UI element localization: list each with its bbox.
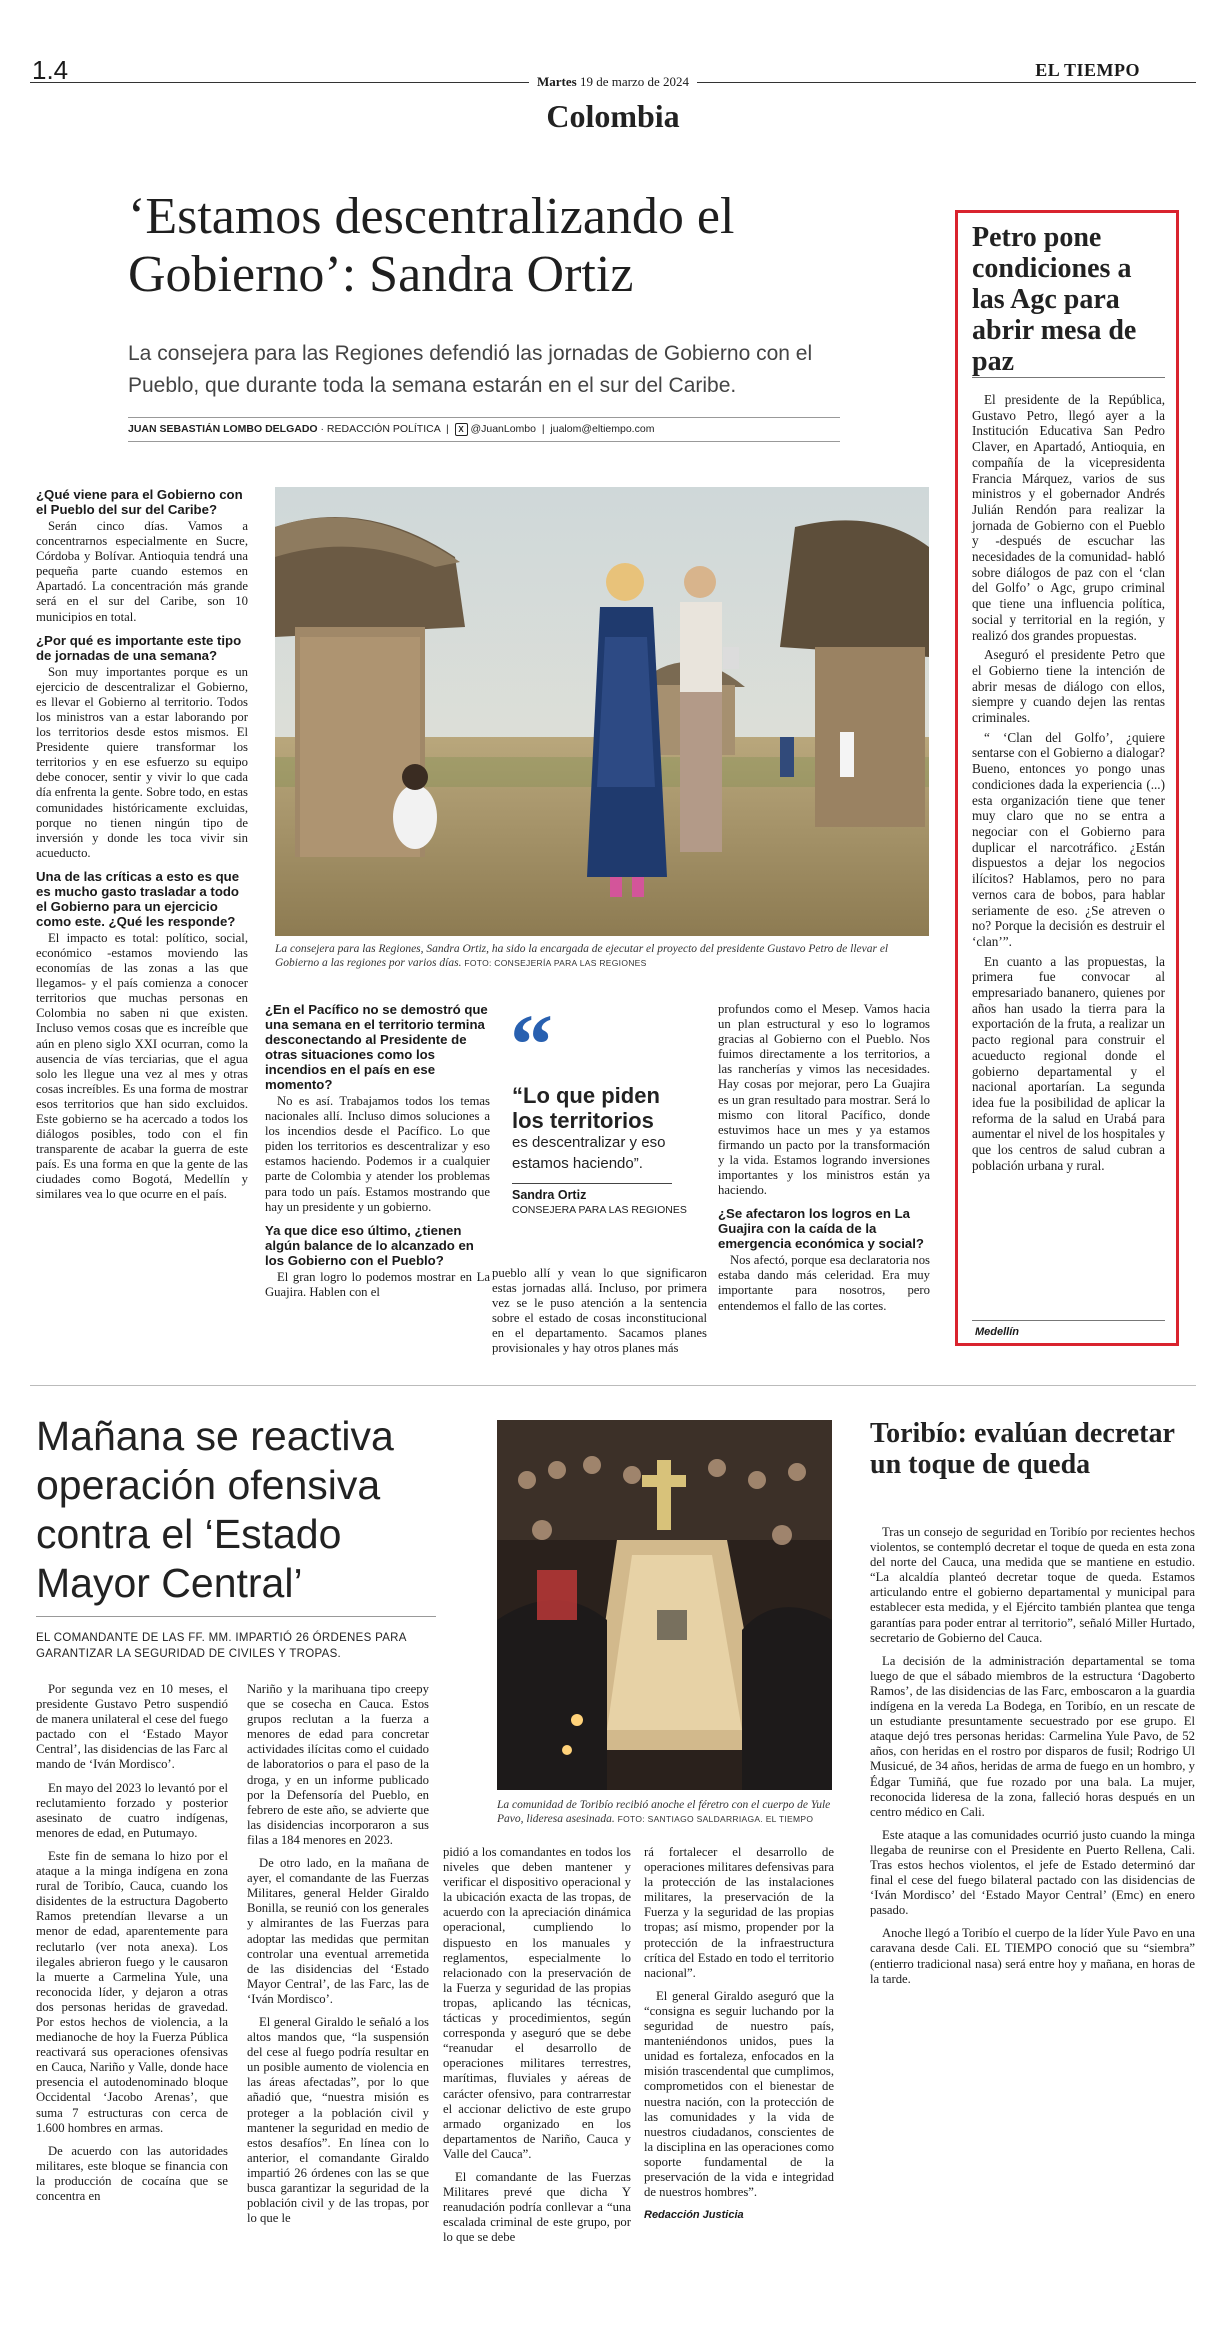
article3-paragraph: Anoche llegó a Toribío el cuerpo de la líder Yule Pavo en una caravana desde Cali. EL TIEMPO conoció que su “siembra” (entierro tradicional nasa) será entre hoy y mañana, en horas de la tarde. [870, 1926, 1195, 1986]
article2-paragraph: El comandante de las Fuerzas Militares prevé que dicha Y reanudación podría conllevar a “una escalada criminal de este grupo, por lo que se debe [443, 2169, 631, 2245]
sidebar-signoff: Medellín [975, 1326, 1020, 1338]
quote-mark-icon: “ [510, 996, 553, 1092]
sidebar-rule-bottom [972, 1320, 1165, 1321]
section-title: Colombia [546, 98, 680, 134]
interview-answer: Serán cinco días. Vamos a concentrarnos especialmente en Sucre, Córdoba y Bolívar. Antioquia tendrá una pequeña parte cuando estemos en Apartadó. La concentración más grande será en el sur del Caribe, son 10 municipios en total. [36, 519, 248, 624]
main-photo-caption [275, 942, 929, 970]
interview-answer: Nos afectó, porque esa declaratoria nos estaba dando más celeridad. Era muy importante para nosotros, pero entendemos el fallo de las cortes. [718, 1253, 930, 1313]
interview-question: ¿Por qué es importante este tipo de jornadas de una semana? [36, 632, 242, 663]
pull-quote-role: CONSEJERA PARA LAS REGIONES [512, 1204, 687, 1216]
main-column-4 [718, 1002, 930, 1322]
byline-author: JUAN SEBASTIÁN LOMBO DELGADO [128, 423, 318, 435]
byline: JUAN SEBASTIÁN LOMBO DELGADO · REDACCIÓN POLÍTICA | X @JuanLombo | jualom@eltiempo.com [128, 423, 655, 435]
article2-paragraph: De acuerdo con las autoridades militares, este bloque se financia con la producción de cocaína que se concentra en [36, 2143, 228, 2203]
main-column-3 [492, 1266, 707, 1365]
interview-answer: El impacto es total: político, social, económico -estamos moviendo las economías de las zonas a las que llegamos- y el país comienza a conocer territorios que muchas personas en Colombia no saben ni que existen. Incluso vemos cosas que es increíble que aún en pleno siglo XXI ocurran, como la ausencia de vías terciarias, que el agua solo les llegue una vez al mes y otras cosas increíbles. Es una forma de mostrar esos territorios que han sido excluidos. Este gobierno se ha acercado a todos los diálogos posibles, todo con el fin transparente de acabar la guerra de este país. Es una forma en que la gente de las ciudades como Bogotá, Medellín y similares vea lo que ocurre en el país. [36, 930, 248, 1202]
article2-photo-caption-text: La comunidad de Toribío recibió anoche el féretro con el cuerpo de Yule Pavo, lideresa asesinada. [497, 1799, 831, 1825]
byline-rule-top [128, 417, 840, 418]
article2-paragraph: Nariño y la marihuana tipo creepy que se cosecha en Cauca. Estos grupos reclutan a la fuerza a menores de edad para concretar actividades ilícitas como el cuidado de laboratorios o para el paso de la droga, y en un informe publicado por la Defensoría del Pueblo, en febrero de este año, se advierte que las disidencias incorporaron a sus filas a 184 menores en 2023. [247, 1682, 429, 1847]
article3-body [870, 1525, 1195, 1995]
pull-quote-rest: es descentralizar y eso estamos haciendo”. [512, 1134, 666, 1172]
article3-paragraph: La decisión de la administración departamental se toma luego de que el sábado miembros de la estructura ‘Dagoberto Ramos’, de las disidencias de las Farc, emboscaron a la guardia indígena en la vereda La Bodega, en Toribío, en un rescate de un estudiante presuntamente secuestrado por ese grupo. El ataque dejó tres personas heridas: Carmelina Yule Pavo, de 52 años, con heridas en el rostro por disparos de fusil; Rodrigo Ul Musicué, de 34 años, heridas de arma de fuego en un hombro, y Édgar Tumiñá, que fue rozado por una bala. La mujer, reconocida lideresa de la zona, falleció horas después en un centro médico en Cali. [870, 1653, 1195, 1819]
article-headline: ‘Estamos descentralizando el Gobierno’: Sandra Ortiz [128, 188, 735, 303]
main-photo-caption-text: La consejera para las Regiones, Sandra Ortiz, ha sido la encargada de ejecutar el proyecto del presidente Gustavo Petro de llevar el Gobierno a las regiones por varios días. [275, 943, 889, 969]
article2-photo-caption [497, 1798, 832, 1826]
article2-paragraph: Este fin de semana lo hizo por el ataque a la minga indígena en zona rural de Toribío, Cauca, cuando los disidentes de la estructura Dagoberto Ramos pretendían llevarse a un menor de edad, aparentemente para reclutarlo (ver nota anexa). Los ilegales abrieron fuego y le causaron la muerte a Carmelina Yule, una reconocida líder, y dejaron a otras dos personas heridas de gravedad. Por estos hechos de violencia, a la medianoche de hoy la Fuerza Pública reactivará sus operaciones ofensivas en Cauca, Nariño y Valle, donde hace presencia el autodenominado bloque Occidental ‘Jacobo Arenas’, que suma 7 estructuras con cerca de 1.600 hombres en armas. [36, 1848, 228, 2135]
date-rest: 19 de marzo de 2024 [576, 74, 689, 89]
article2-paragraph: De otro lado, en la mañana de ayer, el comandante de las Fuerzas Militares, general Helder Giraldo Bonilla, se reunió con los generales y almirantes de las Fuerzas para adoptar las medidas que permitan controlar una eventual arremetida de las disidencias del ‘Estado Mayor Central’, de las Farc, las de ‘Iván Mordisco’. [247, 1856, 429, 2006]
main-photo [275, 487, 929, 936]
pull-quote-rule [512, 1183, 672, 1184]
main-photo-credit: FOTO: CONSEJERÍA PARA LAS REGIONES [464, 958, 647, 968]
article3-paragraph: Tras un consejo de seguridad en Toribío por recientes hechos violentos, se contempló decretar el toque de queda en esta zona del norte del Cauca, una medida que se mantiene en estudio. “La alcaldía planteó decretar toque de queda. Estamos articulando entre el gobierno departamental y municipal para establecer esta medida, y el Ejército también plantea que tenga garantías para poder entrar al territorio”, señaló Miller Hurtado, secretario de Gobierno del Cauca. [870, 1525, 1195, 1645]
article2-rule [36, 1616, 436, 1617]
pull-quote-lead: “Lo que piden los territorios [512, 1083, 660, 1133]
article-subtitle: La consejera para las Regiones defendió las jornadas de Gobierno con el Pueblo, que durante toda la semana estarán en el sur del Caribe. [128, 342, 813, 397]
article2-photo [497, 1420, 832, 1790]
article2-paragraph: En mayo del 2023 lo levantó por el reclutamiento forzado y posterior asesinato de cuatro indígenas, menores de edad, en Putumayo. [36, 1780, 228, 1840]
village-photo-illustration [275, 487, 929, 936]
byline-desk: · REDACCIÓN POLÍTICA [320, 423, 441, 435]
interview-question: ¿Qué viene para el Gobierno con el Pueblo del sur del Caribe? [36, 487, 243, 517]
sidebar-paragraph: “ ‘Clan del Golfo’, ¿quiere sentarse con el Gobierno a dialogar? Bueno, entonces yo pongo unas condiciones dada la experiencia (...) esta organización tiene que tener muy claro que no se entra a negociar con el Gobierno para duplicar el narcotráfico. ¿Están dispuestos a dejar los negocios ilícitos? Hablamos, pero no para vernos cara de bobos, para hablar seriamente de eso. ¿Se atreven o no? Porque la decisión es destruir el ‘clan’”. [972, 729, 1165, 949]
date-day: Martes [537, 74, 577, 89]
page-number: 1.4 [32, 55, 69, 85]
article2-signoff: Redacción Justicia [644, 2209, 744, 2222]
byline-x-handle[interactable]: @JuanLombo [470, 423, 536, 435]
article2-column-1 [36, 1682, 228, 2212]
sidebar-paragraph: El presidente de la República, Gustavo Petro, llegó ayer a la Institución Educativa San Pedro Claver, en Apartadó, Antioquia, en compañía de la vicepresidenta Francia Márquez, varios de sus ministros y el gobernador Andrés Julián Rendón para realizar la jornada de Gobierno con el Pueblo y -después de escuchar las necesidades de la comunidad- habló sobre diálogos de paz con el ‘clan del Golfo’ o Agc, grupo criminal que tiene una influencia política, social y territorial en la región, y realizó dos grandes propuestas. [972, 392, 1165, 643]
sidebar-rule-top [972, 377, 1165, 378]
interview-question: Ya que dice eso último, ¿tienen algún balance de lo alcanzado en los Gobierno con el Pueblo? [265, 1222, 474, 1268]
article2-column-2 [247, 1682, 429, 2234]
article2-headline: Mañana se reactiva operación ofensiva contra el ‘Estado Mayor Central’ [36, 1413, 394, 1606]
article2-photo-credit: FOTO: SANTIAGO SALDARRIAGA. EL TIEMPO [617, 1814, 814, 1824]
main-column-2 [265, 1002, 490, 1308]
interview-answer: El gran logro lo podemos mostrar en La Guajira. Hablen con el [265, 1269, 490, 1299]
sidebar-body [972, 392, 1165, 1177]
article2-paragraph: Por segunda vez en 10 meses, el presidente Gustavo Petro suspendió de manera unilateral el cese del fuego pactado con el ‘Estado Mayor Central’, las disidencias de las Farc al mando de ‘Iván Mordisco’. [36, 1682, 229, 1772]
newspaper-brand: EL TIEMPO [1035, 60, 1140, 80]
interview-question: ¿Se afectaron los logros en La Guajira con la caída de la emergencia económica y social? [718, 1206, 924, 1252]
article2-paragraph: El general Giraldo aseguró que la “consigna es seguir luchando por la seguridad de nuestro país, manteniéndonos unidos, pues la unidad es fortaleza, enfocados en la misión trascendental que cumplimos, comprometidos con el bienestar de nuestra nación, con la protección de las comunidades y la vida de nuestros ciudadanos, conscientes de la disciplina en las operaciones como soporte fundamental de la preservación de la vida e integridad de nuestros hombres”. [644, 1988, 834, 2200]
article3-headline: Toribío: evalúan decretar un toque de queda [870, 1418, 1175, 1480]
interview-answer: profundos como el Mesep. Vamos hacia un plan estructural y eso lo logramos gracias al Gobierno con el Pueblo. Nos fuimos directamente a los territorios, a las rancherías y vimos las necesidades. Hay cosas por mejorar, pero La Guajira es un gran resultado para mostrar. Será lo mismo con litoral Pacífico, donde estuvimos hace un mes y ya estamos firmando un pacto por la transformación y la vida. Estamos logrando inversiones importantes y los ministros están ya haciendo. [718, 1002, 930, 1198]
pull-quote-name: Sandra Ortiz [512, 1188, 587, 1202]
interview-question: ¿En el Pacífico no se demostró que una semana en el territorio termina desconectando al Presidente de otras situaciones como los incendios en el país en ese momento? [265, 1002, 488, 1092]
article3-paragraph: Este ataque a las comunidades ocurrió justo cuando la minga llegaba de reunirse con el Presidente en Puerto Rellena, Cali. Tras estos hechos violentos, el jefe de Estado determinó dar final el cese del fuego bilateral pactado con las disidencias de ‘Iván Mordisco’ del ‘Estado Mayor Central’ (Emc) en enero pasado. [870, 1827, 1195, 1918]
article2-paragraph: pidió a los comandantes en todos los niveles que deben mantener y verificar el dispositivo operacional y la ubicación exacta de las tropas, de acuerdo con la apreciación dinámica operacional, cumpliendo lo dispuesto en los manuales y reglamentos, especialmente lo relacionado con la preservación de la Fuerza y seguridad de las propias tropas, aplicando las técnicas, tácticas y procedimientos, según corresponda y aseguró que se debe “reanudar el desarrollo de operaciones militares terrestres, marítimas, fluviales y aéreas de carácter ofensivo, para contrarrestar el accionar delictivo de este grupo armado organizado en los departamentos de Nariño, Cauca y Valle del Cauca”. [443, 1845, 631, 2161]
interview-answer: No es así. Trabajamos todos los temas nacionales allí. Incluso dimos soluciones a los incendios desde el Pacífico. Lo que piden los territorios es descentralizar y eso estamos haciendo. Podemos ir a cualquier parte de Colombia y atender los problemas para todo un país. Estamos mostrando que hay un presidente y un gobierno. [265, 1094, 490, 1214]
sidebar-paragraph: Aseguró el presidente Petro que el Gobierno tiene la intención de abrir mesas de diálogo con ellos, siempre y cuando dejen las rentas criminales. [972, 647, 1165, 726]
interview-question: Una de las críticas a esto es que es mucho gasto trasladar a todo el Gobierno para un ejercicio como este. ¿Qué les responde? [36, 868, 240, 929]
byline-rule-bottom [128, 441, 840, 442]
main-column-1 [36, 487, 248, 1211]
article2-paragraph: El general Giraldo le señaló a los altos mandos que, “la suspensión del cese al fuego podría resultar en un posible aumento de violencia en las áreas afectadas”, por lo que añadió que, “nuestra misión es proteger a la población civil y mantener la seguridad en medio de estos desafíos”. En línea con lo anterior, el comandante Giraldo impartió 26 órdenes con las se que busca garantizar la seguridad de la población civil y de las tropas, por lo que le [247, 2014, 429, 2226]
interview-answer: pueblo allí y vean lo que significaron estas jornadas allá. Incluso, por primera vez se le puso atención a la sentencia sobre el estado de cosas inconstitucional en el departamento. Sacamos planes provisionales y hay otros planes más [492, 1266, 707, 1356]
section-separator [30, 1385, 1196, 1386]
article2-subtitle: EL COMANDANTE DE LAS FF. MM. IMPARTIÓ 26 ÓRDENES PARA GARANTIZAR LA SEGURIDAD DE CIVILES Y TROPAS. [36, 1632, 407, 1660]
article2-column-4 [644, 1845, 834, 2223]
x-icon: X [455, 423, 468, 436]
sidebar-headline: Petro pone condiciones a las Agc para abrir mesa de paz [972, 222, 1137, 377]
funeral-photo-illustration [497, 1420, 832, 1790]
interview-answer: Son muy importantes porque es un ejercicio de descentralizar el Gobierno, es llevar el Gobierno al territorio. Todos los ministros van a estar laborando por los territorios desde estos mismos. El Presidente quiere transformar los territorios y en ese esfuerzo su equipo debe conocer, sentir y vivir lo que cada día enfrenta la gente. Sobre todo, en estas comunidades históricamente excluidas, porque no tienen ningún tipo de inversión y donde les toca vivir sin acueducto. [36, 664, 248, 860]
byline-email[interactable]: jualom@eltiempo.com [550, 423, 655, 435]
sidebar-paragraph: En cuanto a las propuestas, la primera fue convocar al empresariado bananero, quienes por años han usado la tierra para la exportación de la fruta, a realizar un pacto regional para construir el acueducto regional donde el gobierno departamental y el nacional aportarían. La segunda idea fue la posibilidad de aplicar la reforma de la salud en Urabá para aumentar el nivel de los hospitales y que los centros de salud cubran a población urbana y rural. [972, 953, 1165, 1173]
article2-paragraph: rá fortalecer el desarrollo de operaciones militares defensivas para la protección de las instalaciones militares, la preservación de la Fuerza y la seguridad de las propias tropas; así mismo, propender por la protección de la infraestructura crítica del Estado en todo el territorio nacional”. [644, 1845, 834, 1980]
article2-column-3 [443, 1845, 631, 2253]
